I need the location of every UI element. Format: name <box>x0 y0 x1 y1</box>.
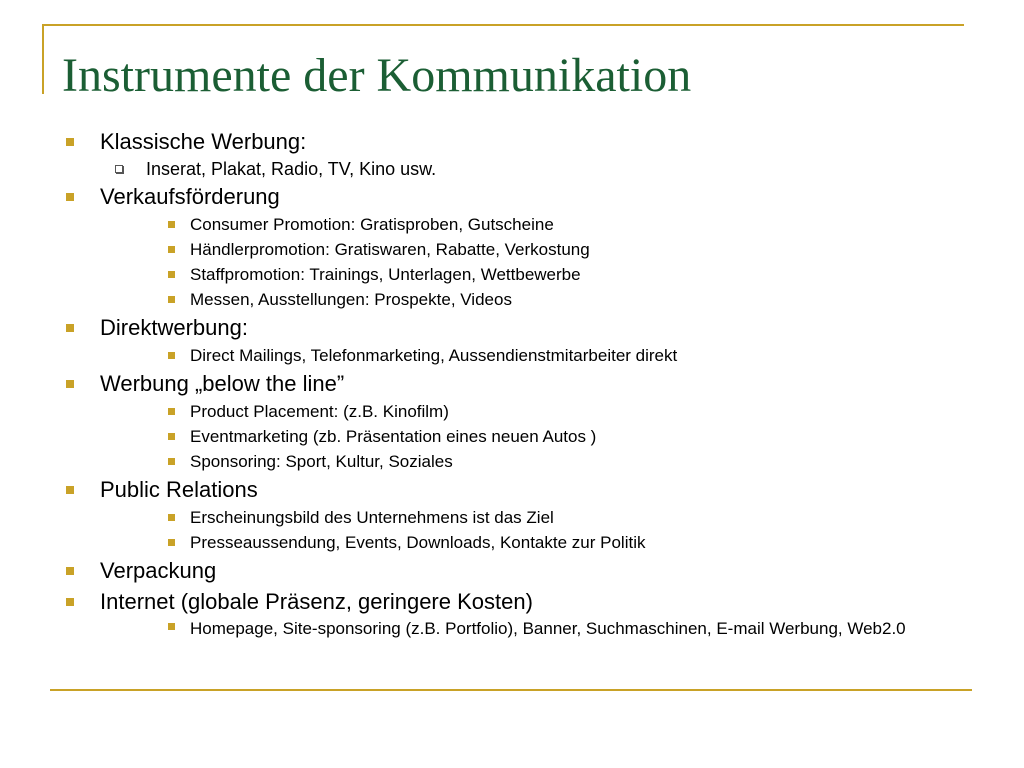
slide-title: Instrumente der Kommunikation <box>62 49 692 102</box>
bullet-item-direktwerbung <box>58 312 958 343</box>
bullet-text: Klassische Werbung: <box>100 129 307 154</box>
sub-item-product-placement <box>58 399 958 424</box>
sub-item-eventmarketing <box>58 424 958 449</box>
square-bullet-icon <box>168 458 175 465</box>
square-bullet-icon <box>168 433 175 440</box>
bottom-accent-line <box>50 689 972 691</box>
hollow-square-bullet-icon <box>115 165 123 173</box>
bullet-text: Verpackung <box>100 558 217 583</box>
bullet-text: Erscheinungsbild des Unternehmens ist das Ziel <box>190 508 554 527</box>
bullet-text: Presseaussendung, Events, Downloads, Kontakte zur Politik <box>190 533 646 552</box>
left-accent-line <box>42 24 44 94</box>
sub-item-messen <box>58 287 958 312</box>
square-bullet-icon <box>66 598 74 606</box>
top-accent-line <box>44 24 964 26</box>
square-bullet-icon <box>66 193 74 201</box>
square-bullet-icon <box>66 486 74 494</box>
square-bullet-icon <box>66 324 74 332</box>
bullet-text: Sponsoring: Sport, Kultur, Soziales <box>190 452 453 471</box>
sub-item-haendlerpromotion <box>58 237 958 262</box>
bullet-text: Inserat, Plakat, Radio, TV, Kino usw. <box>146 159 437 179</box>
square-bullet-icon <box>168 623 175 630</box>
sub-item-staffpromotion <box>58 262 958 287</box>
sub-item-sponsoring <box>58 449 958 474</box>
square-bullet-icon <box>168 271 175 278</box>
sub-item-presseaussendung <box>58 530 958 555</box>
square-bullet-icon <box>168 514 175 521</box>
bullet-item-below-the-line <box>58 368 958 399</box>
sub-item-consumer-promotion <box>58 212 958 237</box>
bullet-text: Händlerpromotion: Gratiswaren, Rabatte, Verkostung <box>190 240 590 259</box>
bullet-item-verpackung <box>58 555 958 586</box>
sub-item-erscheinungsbild <box>58 505 958 530</box>
bullet-text: Messen, Ausstellungen: Prospekte, Videos <box>190 290 512 309</box>
bullet-text: Consumer Promotion: Gratisproben, Gutscheine <box>190 215 554 234</box>
bullet-item-verkaufsfoerderung <box>58 181 958 212</box>
bullet-item-public-relations <box>58 474 958 505</box>
square-bullet-icon <box>168 539 175 546</box>
bullet-item-klassische-werbung <box>58 126 958 157</box>
bullet-text: Direct Mailings, Telefonmarketing, Aussendienstmitarbeiter direkt <box>190 346 678 365</box>
square-bullet-icon <box>66 380 74 388</box>
square-bullet-icon <box>66 567 74 575</box>
square-bullet-icon <box>168 296 175 303</box>
bullet-text: Staffpromotion: Trainings, Unterlagen, Wettbewerbe <box>190 265 581 284</box>
bullet-text: Internet (globale Präsenz, geringere Kosten) <box>100 589 533 614</box>
square-bullet-icon <box>66 138 74 146</box>
bullet-text: Eventmarketing (zb. Präsentation eines neuen Autos ) <box>190 427 597 446</box>
bullet-list <box>58 126 958 639</box>
bullet-text: Homepage, Site-sponsoring (z.B. Portfolio), Banner, Suchmaschinen, E-mail Werbung, Web2.0 <box>190 619 906 638</box>
bullet-text: Verkaufsförderung <box>100 184 280 209</box>
sub-item-homepage <box>58 617 958 639</box>
bullet-item-internet <box>58 586 958 617</box>
sub-item-klassische-werbung-examples <box>58 157 958 181</box>
bullet-text: Public Relations <box>100 477 258 502</box>
bullet-text: Direktwerbung: <box>100 315 248 340</box>
bullet-text: Product Placement: (z.B. Kinofilm) <box>190 402 449 421</box>
sub-item-direct-mailings <box>58 343 958 368</box>
square-bullet-icon <box>168 246 175 253</box>
bullet-text: Werbung „below the line” <box>100 371 345 396</box>
square-bullet-icon <box>168 221 175 228</box>
square-bullet-icon <box>168 352 175 359</box>
square-bullet-icon <box>168 408 175 415</box>
